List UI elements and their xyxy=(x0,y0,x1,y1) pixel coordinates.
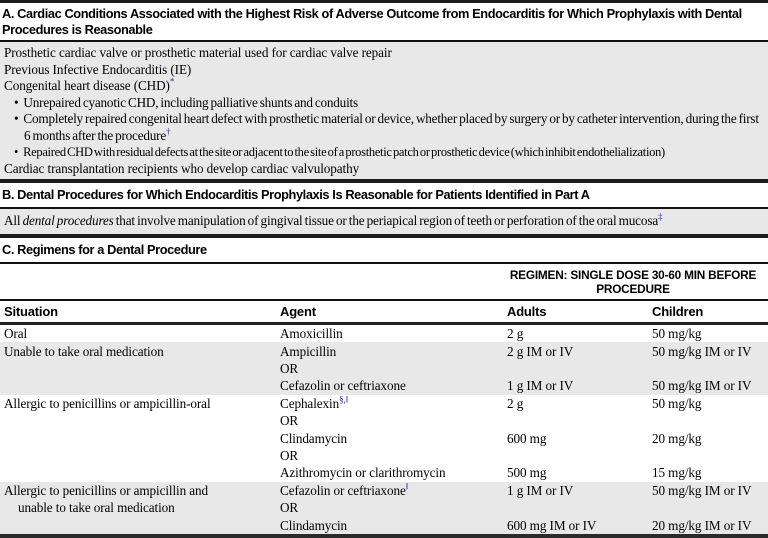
table-row xyxy=(0,342,768,360)
cell-situation: unable to take oral medication xyxy=(18,500,175,516)
condition-text: Unrepaired cyanotic CHD, including palliative shunts and conduits xyxy=(23,94,358,110)
cell-children xyxy=(652,412,768,429)
cell-adults xyxy=(507,360,652,377)
condition-row xyxy=(4,78,764,95)
cell-children: 50 mg/kg IM or IV xyxy=(652,378,752,394)
table-row xyxy=(0,464,768,481)
cell-situation: Unable to take oral medication xyxy=(4,343,164,359)
regimen-spanner-header xyxy=(0,264,768,299)
cell-agent: Azithromycin or clarithromycin xyxy=(280,465,446,481)
agent-text: Cefazolin or ceftriaxone xyxy=(280,483,406,499)
part-b-text-italic: dental procedures xyxy=(22,212,114,228)
cell-agent: Clindamycin xyxy=(280,430,348,446)
cell-children: 20 mg/kg xyxy=(652,430,702,446)
condition-row xyxy=(4,111,764,144)
cell-adults xyxy=(507,412,652,429)
condition-row: Previous Infective Endocarditis (IE) xyxy=(4,61,192,77)
cell-children xyxy=(652,447,768,464)
cell-situation xyxy=(4,360,280,377)
condition-text: Congenital heart disease (CHD) xyxy=(4,78,170,93)
cell-adults: 500 mg xyxy=(507,465,547,481)
cell-agent: OR xyxy=(280,448,299,464)
bullet-icon: • xyxy=(14,111,19,126)
cell-situation xyxy=(4,447,280,464)
bullet-icon: • xyxy=(14,145,19,159)
cell-children: 50 mg/kg IM or IV xyxy=(652,483,752,499)
table-row xyxy=(0,447,768,464)
table-bottom-rule xyxy=(0,534,768,538)
cell-agent: OR xyxy=(280,500,299,516)
part-b-text-rest: that involve manipulation of gingival tissue or the periapical region of teeth or perforation of the oral mucosa xyxy=(113,212,659,228)
cell-situation: Oral xyxy=(4,326,28,341)
cell-adults: 600 mg xyxy=(507,430,547,446)
condition-row xyxy=(4,95,764,112)
cell-situation xyxy=(4,517,280,534)
table-row xyxy=(0,325,768,343)
cell-situation xyxy=(4,430,280,447)
cell-adults xyxy=(507,447,652,464)
cell-situation: Allergic to penicillins or ampicillin-oral xyxy=(4,396,211,412)
condition-row: Prosthetic cardiac valve or prosthetic material used for cardiac valve repair xyxy=(4,45,392,60)
footnote-marker-asterisk: * xyxy=(169,76,175,87)
table-row xyxy=(0,482,768,500)
cell-adults: 600 mg IM or IV xyxy=(507,517,597,533)
cell-children xyxy=(652,499,768,516)
table-row xyxy=(0,517,768,534)
cell-adults: 1 g IM or IV xyxy=(507,378,574,394)
part-a-title: A. Cardiac Conditions Associated with the Highest Risk of Adverse Outcome from Endocarditis for Which Prophylaxis with Dental Procedures is Reasonable xyxy=(0,3,768,40)
footnote-marker-parallel: ‖ xyxy=(405,481,409,492)
column-header-children: Children xyxy=(652,303,704,319)
part-c-title: C. Regimens for a Dental Procedure xyxy=(0,238,768,262)
cell-adults xyxy=(507,499,652,516)
table-row xyxy=(0,360,768,377)
cell-children: 50 mg/kg xyxy=(652,396,702,412)
part-b-text-prefix: All xyxy=(4,212,23,228)
bullet-icon: • xyxy=(14,94,19,110)
footnote-marker-dagger: † xyxy=(166,126,171,137)
cell-children: 15 mg/kg xyxy=(652,465,702,481)
cell-adults: 2 g IM or IV xyxy=(507,343,574,359)
part-b-body xyxy=(0,209,768,235)
cell-children xyxy=(652,360,768,377)
cell-situation xyxy=(4,377,280,394)
regimen-spanner-label: REGIMEN: SINGLE DOSE 30-60 MIN BEFORE PROCEDURE xyxy=(509,267,757,296)
column-header-situation: Situation xyxy=(4,303,58,319)
table-row xyxy=(0,412,768,429)
cell-agent: Ampicillin xyxy=(280,343,337,359)
cell-children: 20 mg/kg IM or IV xyxy=(652,517,752,533)
cell-adults: 1 g IM or IV xyxy=(507,483,574,499)
part-a-body xyxy=(0,42,768,179)
cell-agent: OR xyxy=(280,361,299,377)
column-header-adults: Adults xyxy=(507,303,547,319)
cell-agent: Amoxicillin xyxy=(280,326,343,341)
cell-agent: Clindamycin xyxy=(280,517,348,533)
table-row xyxy=(0,377,768,394)
cell-agent: OR xyxy=(280,413,299,429)
column-header-agent: Agent xyxy=(280,303,316,319)
cell-adults: 2 g xyxy=(507,396,524,412)
table-row xyxy=(0,395,768,413)
footnote-marker-double-dagger: ‡ xyxy=(658,211,663,222)
cell-situation xyxy=(4,412,280,429)
column-header-row xyxy=(0,301,768,322)
part-b-title: B. Dental Procedures for Which Endocarditis Prophylaxis Is Reasonable for Patients Identified in Part A xyxy=(0,183,768,207)
cell-agent: Cefazolin or ceftriaxone xyxy=(280,378,406,394)
cell-children: 50 mg/kg IM or IV xyxy=(652,343,752,359)
agent-text: Cephalexin xyxy=(280,396,340,412)
condition-row: Cardiac transplantation recipients who develop cardiac valvulopathy xyxy=(4,160,360,176)
cell-children: 50 mg/kg xyxy=(652,326,702,341)
cell-situation: Allergic to penicillins or ampicillin and xyxy=(4,483,209,499)
table-row xyxy=(0,430,768,447)
cell-agent xyxy=(280,482,507,499)
cell-situation xyxy=(4,464,280,481)
condition-text: Repaired CHD with residual defects at the site or adjacent to the site of a prosthetic patch or prosthetic device (which inhibit endothelialization) xyxy=(23,145,665,159)
table-row xyxy=(0,499,768,516)
footnote-marker-section-parallel: §,‖ xyxy=(339,394,349,405)
cell-agent xyxy=(280,395,507,412)
condition-text: Completely repaired congenital heart defect with prosthetic material or device, whether placed by surgery or by catheter intervention, during the first 6 months after the procedure xyxy=(23,111,759,143)
cell-adults: 2 g xyxy=(507,326,524,341)
condition-row xyxy=(4,144,764,161)
